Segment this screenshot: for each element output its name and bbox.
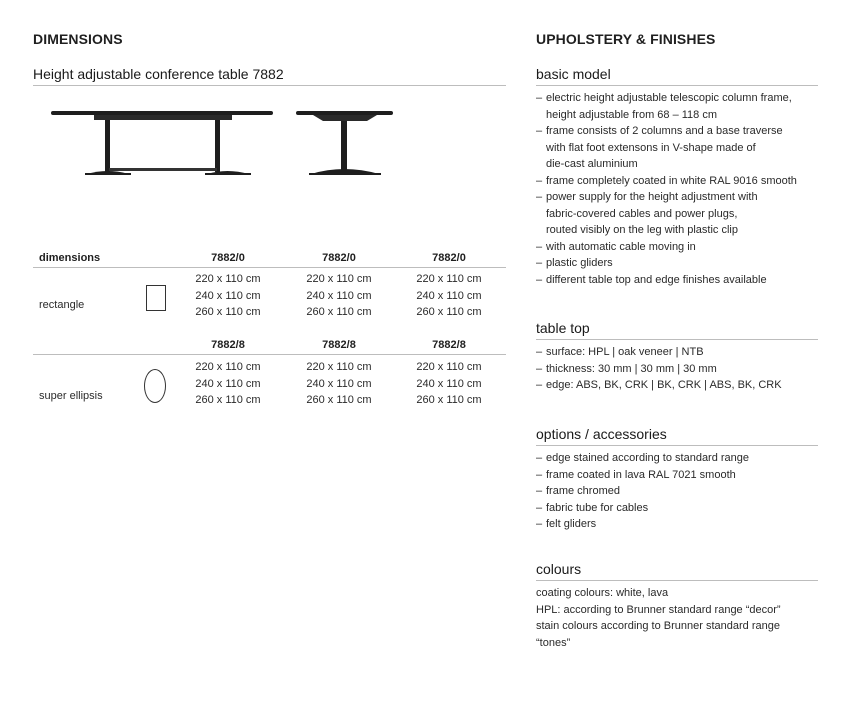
list-item: – surface: HPL | oak veneer | NTB <box>536 344 826 361</box>
front-view-drawing <box>51 111 273 175</box>
list-item: – frame coated in lava RAL 7021 smooth <box>536 467 826 484</box>
row-label-rectangle: rectangle <box>39 299 85 311</box>
list-item: – thickness: 30 mm | 30 mm | 30 mm <box>536 361 826 378</box>
colours-text: coating colours: white, lava HPL: according to Brunner standard range “decor” stain colours according to Brunner standard range “tones” <box>536 587 781 649</box>
super-ellipse-icon <box>144 369 166 403</box>
table-header-rule <box>33 267 506 268</box>
list-item: – with automatic cable moving in <box>536 239 826 256</box>
rectangle-icon <box>146 285 166 311</box>
table-top-rule <box>536 339 818 340</box>
group-2-code-3: 7882/8 <box>432 339 466 351</box>
list-item: – frame completely coated in white RAL 9016 smooth <box>536 173 826 190</box>
options-list <box>536 450 826 533</box>
table-top-list <box>536 344 826 394</box>
list-item: – electric height adjustable telescopic column frame, height adjustable from 68 – 118 cm <box>536 90 826 123</box>
table-header-code-2: 7882/0 <box>322 252 356 264</box>
basic-model-list <box>536 90 826 288</box>
group-2-code-2: 7882/8 <box>322 339 356 351</box>
size-cell-group-1-col-1: 220 x 110 cm 240 x 110 cm 260 x 110 cm <box>195 273 261 318</box>
list-item: – different table top and edge finishes available <box>536 272 826 289</box>
list-item: – edge: ABS, BK, CRK | BK, CRK | ABS, BK, CRK <box>536 377 826 394</box>
colours-rule <box>536 580 818 581</box>
size-cell-group-2-col-1: 220 x 110 cm 240 x 110 cm 260 x 110 cm <box>195 361 261 406</box>
table-header-code-3: 7882/0 <box>432 252 466 264</box>
list-item: – power supply for the height adjustment with fabric-covered cables and power plugs, routed visibly on the leg with plastic clip <box>536 189 826 239</box>
side-view-drawing <box>296 111 393 175</box>
group-2-rule <box>33 354 506 355</box>
product-title-rule <box>33 85 506 86</box>
list-item: – fabric tube for cables <box>536 500 826 517</box>
list-item: – plastic gliders <box>536 255 826 272</box>
dimensions-heading: DIMENSIONS <box>33 31 123 47</box>
options-rule <box>536 445 818 446</box>
table-drawing <box>49 108 409 180</box>
options-title: options / accessories <box>536 426 667 442</box>
basic-model-rule <box>536 85 818 86</box>
list-item: – felt gliders <box>536 516 826 533</box>
size-cell-group-1-col-2: 220 x 110 cm 240 x 110 cm 260 x 110 cm <box>306 273 372 318</box>
table-top-title: table top <box>536 320 590 336</box>
size-cell-group-2-col-3: 220 x 110 cm 240 x 110 cm 260 x 110 cm <box>416 361 482 406</box>
group-2-code-1: 7882/8 <box>211 339 245 351</box>
list-item: – edge stained according to standard range <box>536 450 826 467</box>
size-cell-group-2-col-2: 220 x 110 cm 240 x 110 cm 260 x 110 cm <box>306 361 372 406</box>
product-title: Height adjustable conference table 7882 <box>33 66 284 82</box>
row-label-super-ellipsis: super ellipsis <box>39 390 103 402</box>
table-header-code-1: 7882/0 <box>211 252 245 264</box>
finishes-heading: UPHOLSTERY & FINISHES <box>536 31 716 47</box>
size-cell-group-1-col-3: 220 x 110 cm 240 x 110 cm 260 x 110 cm <box>416 273 482 318</box>
colours-title: colours <box>536 561 582 577</box>
list-item: – frame consists of 2 columns and a base traverse with flat foot extensons in V-shape made of die-cast aluminium <box>536 123 826 173</box>
basic-model-title: basic model <box>536 66 611 82</box>
table-header-dimensions: dimensions <box>39 252 101 264</box>
list-item: – frame chromed <box>536 483 826 500</box>
